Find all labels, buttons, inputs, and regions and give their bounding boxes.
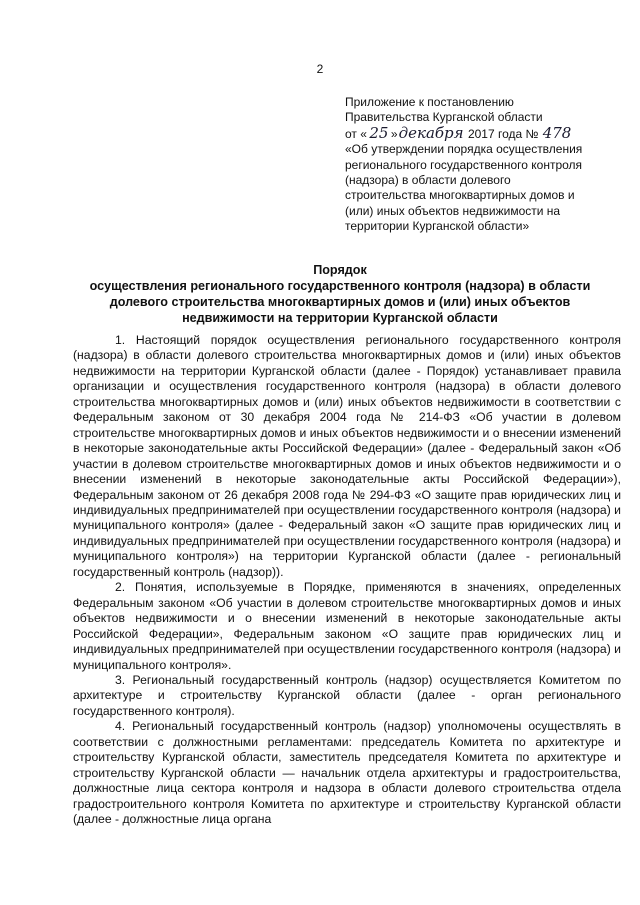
title-line: осуществления регионального государственного контроля (надзора) в области: [89, 279, 591, 293]
paragraph-1: 1. Настоящий порядок осуществления регионального государственного контроля (надзора) в области долевого строительства многоквартирных домов и (или) иных объектов недвижимости на территории Курганской области (далее - Порядок) устанавливает правила организации и осуществления государственного контроля (надзора) в области долевого строительства многоквартирных домов и (или) иных объектов недвижимости в соответствии с Федеральным законом от 30 декабря 2004 года № 214-ФЗ «Об участии в долевом строительстве многоквартирных домов и иных объектов недвижимости и о внесении изменений в некоторые законодательные акты Российской Федерации» (далее - Федеральный закон «Об участии в долевом строительстве многоквартирных домов и иных объектов недвижимости и о внесении изменений в некоторые законодательные акты Российской Федерации»), Федеральным законом от 26 декабря 2008 года № 294-ФЗ «О защите прав юридических лиц и индивидуальных предпринимателей при осуществлении государственного контроля (надзора) и муниципального контроля» (далее - Федеральный закон «О защите прав юридических лиц и индивидуальных предпринимателей при осуществлении государственного контроля (надзора) и муниципального контроля») на территории Курганской области (далее - региональный государственный контроль (надзор)).: [73, 333, 621, 579]
appendix-line: строительства многоквартирных домов и: [345, 188, 575, 203]
page-number: 2: [316, 62, 324, 76]
appendix-year: 2017 года №: [467, 126, 539, 141]
appendix-date-line: [345, 123, 630, 142]
document-body: [73, 333, 621, 828]
title-line: долевого строительства многоквартирных домов и (или) иных объектов: [109, 295, 571, 309]
handwritten-number: 478: [542, 123, 572, 142]
title-line: Порядок: [313, 263, 367, 277]
handwritten-day: 25: [369, 123, 389, 142]
appendix-line: Правительства Курганской области: [345, 110, 543, 125]
appendix-line: территории Курганской области»: [345, 219, 530, 234]
paragraph-4: 4. Региональный государственный контроль (надзор) уполномочены осуществлять в соответствии с должностными регламентами: председатель Комитета по архитектуре и строительству Курганской области, заместитель председателя Комитета по архитектуре и строительству Курганской области — начальник отдела архитектуры и градостроительства, должностные лица сектора контроля и надзора в области долевого строительства отдела градостроительного контроля Комитета по архитектуре и строительству Курганской области (далее - должностные лица органа: [73, 719, 621, 827]
handwritten-month: декабря: [398, 123, 464, 142]
paragraph-2: 2. Понятия, используемые в Порядке, применяются в значениях, определенных Федеральным законом «Об участии в долевом строительстве многоквартирных домов и иных объектов недвижимости и о внесении изменений в некоторые законодательные акты Российской Федерации», Федеральным законом «О защите прав юридических лиц и индивидуальных предпринимателей при осуществлении государственного контроля (надзора) и муниципального контроля».: [73, 580, 621, 672]
document-title: [60, 262, 620, 326]
paragraph-3: 3. Региональный государственный контроль (надзор) осуществляется Комитетом по архитектуре и строительству Курганской области (далее - орган регионального государственного контроля).: [73, 672, 621, 718]
appendix-date-quote: »: [390, 126, 398, 141]
appendix-line: регионального государственного контроля: [345, 157, 583, 172]
appendix-line: Приложение к постановлению: [345, 95, 514, 109]
title-line: недвижимости на территории Курганской области: [182, 311, 498, 325]
appendix-line: (или) иных объектов недвижимости на: [345, 203, 561, 218]
appendix-line: (надзора) в области долевого: [345, 173, 511, 188]
appendix-line: «Об утверждении порядка осуществления: [345, 142, 583, 157]
appendix-header: [345, 95, 630, 235]
appendix-date-prefix: от «: [345, 126, 367, 141]
